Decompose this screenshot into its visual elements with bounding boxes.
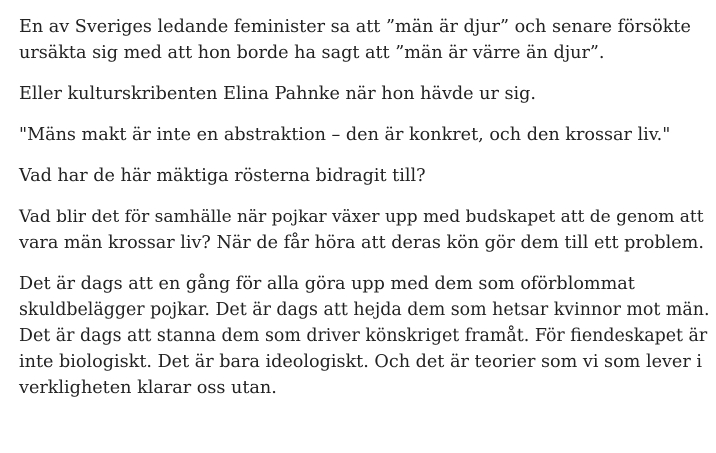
paragraph-line: vara män krossar liv? När de får höra att deras kön gör dem till ett problem. <box>19 233 704 253</box>
paragraph-pahnke-quote <box>19 122 709 148</box>
paragraph-line: Vad har de här mäktiga rösterna bidragit till? <box>19 166 426 186</box>
paragraph-conclusion <box>19 271 709 401</box>
paragraph-line: verkligheten klarar oss utan. <box>19 378 277 398</box>
paragraph-line: "Mäns makt är inte en abstraktion – den är konkret, och den krossar liv." <box>19 125 671 145</box>
paragraph-line: Vad blir det för samhälle när pojkar växer upp med budskapet att de genom att <box>19 207 704 227</box>
paragraph-society-question <box>19 204 709 256</box>
paragraph-feminist-quote <box>19 14 709 66</box>
paragraph-line: skuldbelägger pojkar. Det är dags att hejda dem som hetsar kvinnor mot män. <box>19 300 710 320</box>
paragraph-line: Det är dags att stanna dem som driver könskriget framåt. För fiendeskapet är <box>19 326 708 346</box>
paragraph-line: inte biologiskt. Det är bara ideologiskt. Och det är teorier som vi som lever i <box>19 352 702 372</box>
paragraph-question <box>19 163 709 189</box>
paragraph-line: Det är dags att en gång för alla göra upp med dem som oförblommat <box>19 274 635 294</box>
paragraph-line: ursäkta sig med att hon borde ha sagt att ”män är värre än djur”. <box>19 43 605 63</box>
paragraph-line: Eller kulturskribenten Elina Pahnke när hon hävde ur sig. <box>19 84 536 104</box>
paragraph-line: En av Sveriges ledande feminister sa att ”män är djur” och senare försökte <box>19 17 691 37</box>
paragraph-pahnke-intro <box>19 81 709 107</box>
